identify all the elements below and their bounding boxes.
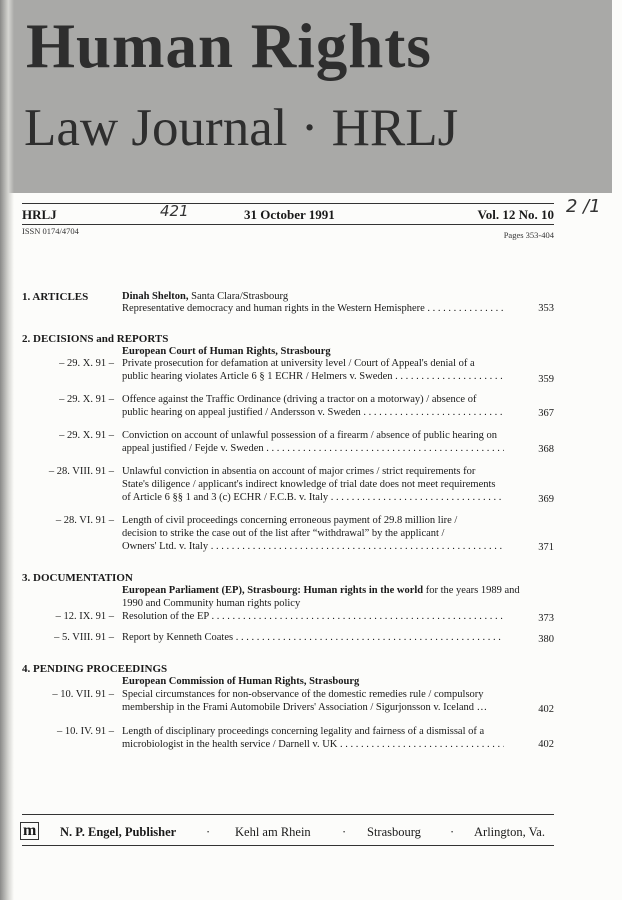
decision-1-line2: public hearing violates Article 6 § 1 ECHR / Helmers v. Sweden . . . [122,371,504,382]
section-articles-label: 1. ARTICLES [22,291,89,303]
documentation-1-page: 373 [538,613,554,624]
documentation-2-page: 380 [538,634,554,645]
volume-number: Vol. 12 No. 10 [477,207,554,222]
separator-3: · [450,825,455,839]
footer-rule-top [22,814,554,815]
commission-heading: European Commission of Human Rights, Strasbourg [122,676,360,687]
section-pending-label: 4. PENDING PROCEEDINGS [22,663,168,675]
header-rule-bottom [22,224,554,225]
journal-title-line1: Human Rights [26,11,432,81]
decision-4-line2: State's diligence / applicant's indirect knowledge of trial date does not meet requirements [122,479,496,490]
city-strasbourg: Strasbourg [367,825,421,839]
decision-3-page: 368 [538,444,554,455]
decision-4-line3: of Article 6 §§ 1 and 3 (c) ECHR / F.C.B. v. Italy . . . [122,492,504,503]
documentation-heading-bold: European Parliament (EP), Strasbourg: Human rights in the world [122,585,424,596]
decision-2-line2: public hearing on appeal justified / Andersson v. Sweden . . . [122,407,504,418]
documentation-2-date: – 5. VIII. 91 – [54,632,114,643]
handwritten-number: 421 [160,202,189,220]
pending-1-page: 402 [538,704,554,715]
decision-3-line1: Conviction on account of unlawful possession of a firearm / absence of public hearing on [122,430,497,441]
issn: ISSN 0174/4704 [22,226,79,236]
pending-1-date: – 10. VII. 91 – [52,689,114,700]
section-decisions-label: 2. DECISIONS and REPORTS [22,333,169,345]
decision-1-line1: Private prosecution for defamation at university level / Court of Appeal's denial of a [122,358,475,369]
decision-4-date: – 28. VIII. 91 – [48,466,114,477]
decision-1-page: 359 [538,374,554,385]
section-documentation-label: 3. DOCUMENTATION [22,572,133,584]
pending-2-line2: microbiologist in the health service / Darnell v. UK . . . [122,739,504,750]
decision-5-line3: Owners' Ltd. v. Italy . . . [122,541,504,552]
issue-date: 31 October 1991 [244,207,335,222]
article-title: Representative democracy and human rights in the Western Hemisphere . . . [122,303,504,314]
decision-3-date: – 29. X. 91 – [59,430,114,441]
decision-5-date: – 28. VI. 91 – [55,515,114,526]
separator-1: · [206,825,211,839]
header-rule-top [22,203,554,204]
article-author-name: Dinah Shelton, [122,291,189,302]
pending-2-page: 402 [538,739,554,750]
decision-3-line2: appeal justified / Fejde v. Sweden . . . [122,443,504,454]
pending-1-line1: Special circumstances for non-observance of the domestic remedies rule / compulsory [122,689,484,700]
documentation-1-title: Resolution of the EP . . . [122,611,504,622]
page-range: Pages 353-404 [503,230,554,240]
title-banner [0,0,612,193]
documentation-heading-rest: for the years 1989 and [423,585,520,596]
decision-5-page: 371 [538,542,554,553]
decision-4-line1: Unlawful conviction in absentia on account of major crimes / strict requirements for [122,466,476,477]
documentation-1-date: – 12. IX. 91 – [55,611,114,622]
handwritten-mark: 2 /1 [566,196,601,217]
decision-4-page: 369 [538,494,554,505]
publisher-logo: m [20,822,39,840]
decision-1-date: – 29. X. 91 – [59,358,114,369]
pending-2-date: – 10. IV. 91 – [57,726,114,737]
publisher-name: N. P. Engel, Publisher [60,825,177,839]
separator-2: · [342,825,347,839]
decision-5-line1: Length of civil proceedings concerning erroneous payment of 29.8 million lire / [122,515,458,526]
article-page: 353 [538,303,554,314]
pending-2-line1: Length of disciplinary proceedings concerning legality and fairness of a dismissal of a [122,726,485,737]
decision-2-page: 367 [538,408,554,419]
documentation-2-title: Report by Kenneth Coates . . . [122,632,504,643]
documentation-heading [122,585,520,596]
court-heading: European Court of Human Rights, Strasbourg [122,346,331,357]
article-author [122,291,288,302]
article-author-location: Santa Clara/Strasbourg [188,291,289,302]
decision-5-line2: decision to strike the case out of the list after “withdrawal” by the applicant / [122,528,445,539]
footer-rule-bottom [22,845,554,846]
city-kehl: Kehl am Rhein [235,825,311,839]
decision-2-line1: Offence against the Traffic Ordinance (driving a tractor on a motorway) / absence of [122,394,477,405]
binding-shadow [0,0,14,900]
journal-code: HRLJ [22,207,57,222]
city-arlington: Arlington, Va. [474,825,545,839]
documentation-heading-line2: 1990 and Community human rights policy [122,598,301,609]
pending-1-line2: membership in the Frami Automobile Drivers' Association / Sigurjonsson v. Iceland … [122,702,488,713]
decision-2-date: – 29. X. 91 – [59,394,114,405]
journal-title-line2: Law Journal · HRLJ [24,99,459,157]
